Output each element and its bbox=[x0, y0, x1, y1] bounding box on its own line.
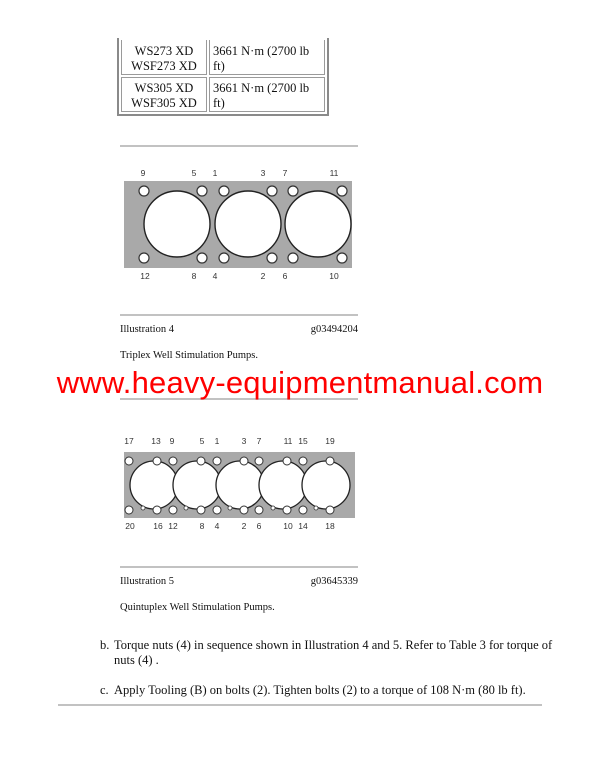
bolt-number: 7 bbox=[282, 168, 288, 178]
bolt-number: 3 bbox=[260, 168, 266, 178]
step-text: Apply Tooling (B) on bolts (2). Tighten bolts (2) to a torque of 108 N·m (80 lb ft). bbox=[114, 683, 526, 697]
bolt-number: 12 bbox=[140, 271, 150, 281]
bolt-number: 1 bbox=[214, 436, 220, 446]
illustration-5-bottom-rule bbox=[120, 566, 358, 568]
model-name: WS305 XD bbox=[134, 81, 194, 95]
graphic-id: g03645339 bbox=[310, 576, 358, 587]
bolt-number: 4 bbox=[212, 271, 218, 281]
step-marker: b. bbox=[100, 638, 110, 652]
bolt-number: 5 bbox=[191, 168, 197, 178]
bolt-number: 10 bbox=[283, 521, 293, 531]
quintuplex-gasket-diagram bbox=[120, 433, 360, 533]
illustration-4-description: Triplex Well Stimulation Pumps. bbox=[120, 350, 259, 361]
bolt-number: 11 bbox=[283, 436, 293, 446]
bolt-number: 4 bbox=[214, 521, 220, 531]
illustration-4-top-rule bbox=[120, 145, 358, 147]
step-marker: c. bbox=[100, 683, 109, 697]
procedure-steps bbox=[100, 638, 560, 713]
bolt-number: 12 bbox=[168, 521, 178, 531]
bolt-number: 16 bbox=[153, 521, 163, 531]
bolt-number: 17 bbox=[124, 436, 134, 446]
illustration-label: Illustration 5 bbox=[120, 576, 174, 587]
model-name: WS273 XD bbox=[134, 44, 194, 58]
table-row bbox=[121, 40, 325, 75]
bolt-number: 8 bbox=[191, 271, 197, 281]
triplex-gasket-diagram bbox=[120, 160, 360, 285]
bolt-number: 1 bbox=[212, 168, 218, 178]
bolt-number: 6 bbox=[282, 271, 288, 281]
bolt-number: 2 bbox=[241, 521, 247, 531]
bolt-number: 18 bbox=[325, 521, 335, 531]
quintuplex-gasket-svg bbox=[120, 433, 360, 533]
bolt-number: 13 bbox=[151, 436, 161, 446]
model-cell bbox=[121, 77, 207, 112]
table-row bbox=[121, 77, 325, 112]
illustration-5-caption bbox=[120, 576, 358, 587]
torque-value-cell: 3661 N·m (2700 lb ft) bbox=[209, 77, 325, 112]
illustration-4-bottom-rule bbox=[120, 314, 358, 316]
triplex-gasket-svg bbox=[120, 160, 360, 285]
bolt-number: 9 bbox=[140, 168, 146, 178]
torque-table bbox=[117, 38, 329, 116]
bolt-number: 11 bbox=[329, 168, 339, 178]
bolt-number: 7 bbox=[256, 436, 262, 446]
bolt-number: 6 bbox=[256, 521, 262, 531]
bolt-number: 20 bbox=[125, 521, 135, 531]
bolt-number: 9 bbox=[169, 436, 175, 446]
illustration-4-caption bbox=[120, 324, 358, 335]
model-name: WSF273 XD bbox=[131, 59, 197, 73]
bolt-number: 3 bbox=[241, 436, 247, 446]
bolt-number: 15 bbox=[298, 436, 308, 446]
bolt-number: 8 bbox=[199, 521, 205, 531]
watermark-url: www.heavy-equipmentmanual.com bbox=[56, 365, 544, 400]
graphic-id: g03494204 bbox=[310, 324, 358, 335]
step-text: Torque nuts (4) in sequence shown in Illustration 4 and 5. Refer to Table 3 for torque of nuts (4) . bbox=[114, 638, 553, 667]
bolt-number: 19 bbox=[325, 436, 335, 446]
bolt-number: 14 bbox=[298, 521, 308, 531]
torque-value-cell: 3661 N·m (2700 lb ft) bbox=[209, 40, 325, 75]
illustration-label: Illustration 4 bbox=[120, 324, 174, 335]
illustration-5-description: Quintuplex Well Stimulation Pumps. bbox=[120, 602, 275, 613]
step-item bbox=[100, 638, 560, 668]
bolt-number: 5 bbox=[199, 436, 205, 446]
bolt-number: 10 bbox=[329, 271, 339, 281]
model-name: WSF305 XD bbox=[131, 96, 197, 110]
model-cell bbox=[121, 40, 207, 75]
step-item bbox=[100, 683, 560, 698]
page-bottom-rule bbox=[58, 704, 542, 706]
bolt-number: 2 bbox=[260, 271, 266, 281]
